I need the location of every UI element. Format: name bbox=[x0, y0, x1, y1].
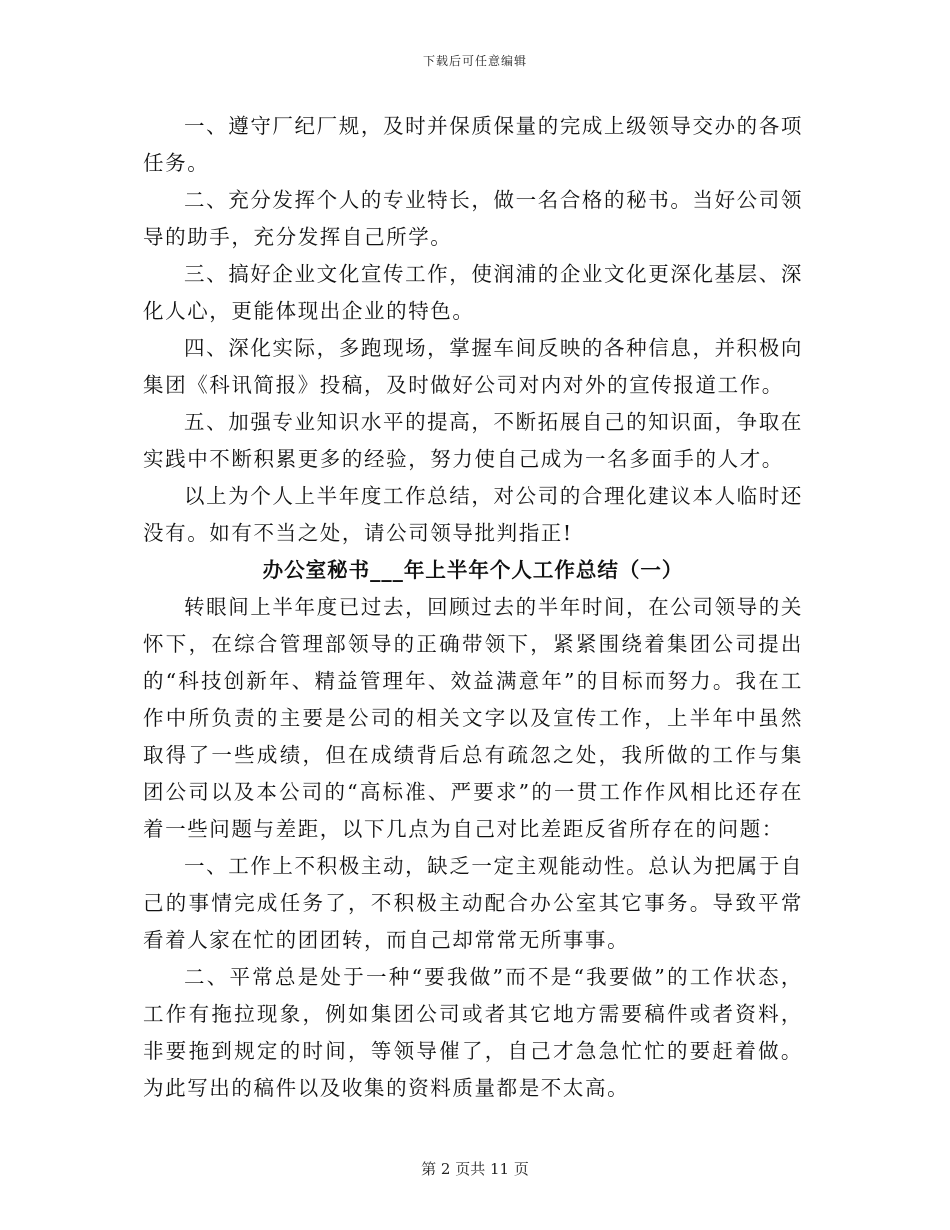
paragraph-5: 五、加强专业知识水平的提高，不断拓展自己的知识面，争取在实践中不断积累更多的经验，努力使自己成为一名多面手的人才。 bbox=[143, 410, 803, 471]
paragraph-2: 二、充分发挥个人的专业特长，做一名合格的秘书。当好公司领导的助手，充分发挥自己所学。 bbox=[143, 188, 803, 249]
paragraph-6: 以上为个人上半年度工作总结，对公司的合理化建议本人临时还没有。如有不当之处，请公司领导批判指正! bbox=[143, 484, 803, 545]
section-title: 办公室秘书___年上半年个人工作总结（一） bbox=[262, 558, 684, 582]
paragraph-8: 一、工作上不积极主动，缺乏一定主观能动性。总认为把属于自己的事情完成任务了，不积极主动配合办公室其它事务。导致平常看着人家在忙的团团转，而自己却常常无所事事。 bbox=[143, 854, 803, 952]
page-footer: 第 2 页共 11 页 bbox=[421, 1160, 529, 1178]
document-body bbox=[143, 108, 803, 1107]
paragraph-9: 二、平常总是处于一种“要我做”而不是“我要做”的工作状态，工作有拖拉现象，例如集团公司或者其它地方需要稿件或者资料，非要拖到规定的时间，等领导催了，自己才急急忙忙的要赶着做。为此写出的稿件以及收集的资料质量都是不太高。 bbox=[143, 965, 803, 1100]
paragraph-7: 转眼间上半年度已过去，回顾过去的半年时间，在公司领导的关怀下，在综合管理部领导的正确带领下，紧紧围绕着集团公司提出的“科技创新年、精益管理年、效益满意年”的目标而努力。我在工作中所负责的主要是公司的相关文字以及宣传工作，上半年中虽然取得了一些成绩，但在成绩背后总有疏忽之处，我所做的工作与集团公司以及本公司的“高标准、严要求”的一贯工作作风相比还存在着一些问题与差距，以下几点为自己对比差距反省所存在的问题： bbox=[143, 595, 803, 841]
paragraph-1: 一、遵守厂纪厂规，及时并保质保量的完成上级领导交办的各项任务。 bbox=[143, 114, 803, 175]
paragraph-3: 三、搞好企业文化宣传工作，使润浦的企业文化更深化基层、深化人心，更能体现出企业的特色。 bbox=[143, 262, 803, 323]
paragraph-4: 四、深化实际，多跑现场，掌握车间反映的各种信息，并积极向集团《科讯简报》投稿，及时做好公司对内对外的宣传报道工作。 bbox=[143, 336, 803, 397]
page-header: 下载后可任意编辑 bbox=[422, 54, 527, 68]
